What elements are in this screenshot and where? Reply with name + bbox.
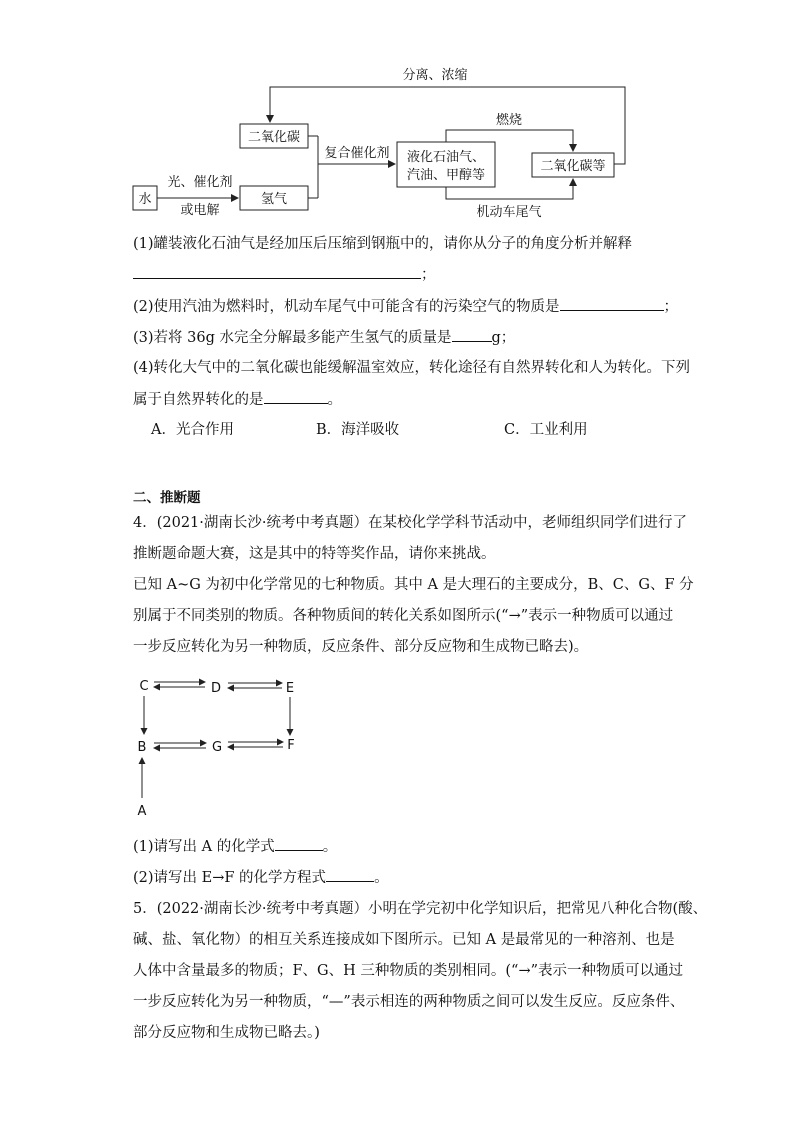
co2-conversion-diagram bbox=[0, 0, 794, 230]
node-e: E bbox=[285, 681, 295, 696]
electrolysis-label: 或电解 bbox=[180, 203, 220, 218]
node-g: G bbox=[211, 740, 223, 755]
q4-part1: (1)请写出 A 的化学式 。 bbox=[133, 836, 337, 857]
co2-etc-label: 二氧化碳等 bbox=[540, 159, 606, 174]
q5-line4: 一步反应转化为另一种物质，“—”表示相连的两种物质之间可以发生反应。反应条件、 bbox=[133, 994, 685, 1010]
co2-box-label: 二氧化碳 bbox=[247, 130, 301, 145]
node-c: C bbox=[139, 679, 149, 694]
burn-label: 燃烧 bbox=[495, 113, 523, 128]
catalyst-label: 复合催化剂 bbox=[324, 146, 390, 161]
q3-part4-line2: 属于自然界转化的是 。 bbox=[133, 389, 342, 410]
q5-line5: 部分反应物和生成物已略去。) bbox=[133, 1025, 320, 1041]
answer-blank[interactable] bbox=[452, 327, 492, 342]
node-a: A bbox=[137, 804, 147, 819]
answer-blank[interactable] bbox=[326, 867, 374, 882]
answer-blank[interactable] bbox=[560, 296, 664, 311]
q3-part2: (2)使用汽油为燃料时，机动车尾气中可能含有的污染空气的物质是 ； bbox=[133, 296, 678, 317]
water-label: 水 bbox=[138, 192, 152, 207]
q3-part3: (3)若将 36g 水完全分解最多能产生氢气的质量是 g； bbox=[133, 327, 515, 348]
q4-part2: (2)请写出 E→F 的化学方程式 。 bbox=[133, 867, 389, 888]
q3-part1: (1)罐装液化石油气是经加压后压缩到钢瓶中的，请你从分子的角度分析并解释 bbox=[133, 236, 633, 252]
fuel-label-line2: 汽油、甲醇等 bbox=[406, 168, 486, 183]
q3-option-c[interactable]: C．工业利用 bbox=[504, 422, 588, 438]
q3-part1-answer-line: ； bbox=[133, 264, 436, 285]
light-catalyst-label: 光、催化剂 bbox=[167, 175, 233, 190]
q4-line3: 已知 A~G 为初中化学常见的七种物质。其中 A 是大理石的主要成分，B、C、G、F 分 bbox=[133, 577, 694, 593]
answer-blank[interactable] bbox=[275, 836, 323, 851]
q5-line1: 5．(2022·湖南长沙·统考中考真题）小明在学完初中化学知识后，把常见八种化合物(酸、 bbox=[133, 901, 708, 917]
q5-line2: 碱、盐、氧化物）的相互关系连接成如下图所示。已知 A 是最常见的一种溶剂、也是 bbox=[133, 932, 675, 948]
q4-line5: 一步反应转化为另一种物质，反应条件、部分反应物和生成物已略去)。 bbox=[133, 639, 589, 655]
node-f: F bbox=[287, 738, 295, 753]
node-d: D bbox=[210, 681, 222, 696]
q3-option-b[interactable]: B．海洋吸收 bbox=[316, 422, 400, 438]
burn-arrow bbox=[446, 130, 573, 151]
exhaust-label: 机动车尾气 bbox=[476, 205, 542, 220]
q4-line2: 推断题命题大赛，这是其中的特等奖作品，请你来挑战。 bbox=[133, 546, 496, 562]
answer-blank[interactable] bbox=[133, 264, 421, 279]
q4-line4: 别属于不同类别的物质。各种物质间的转化关系如图所示(“→”表示一种物质可以通过 bbox=[133, 608, 674, 624]
q4-line1: 4．(2021·湖南长沙·统考中考真题）在某校化学学科节活动中，老师组织同学们进行了 bbox=[133, 515, 687, 531]
q3-option-a[interactable]: A．光合作用 bbox=[151, 422, 234, 438]
hydrogen-label: 氢气 bbox=[260, 192, 288, 207]
section-title: 二、推断题 bbox=[133, 490, 201, 506]
inference-diagram bbox=[120, 670, 320, 825]
q5-line3: 人体中含量最多的物质；F、G、H 三种物质的类别相同。(“→”表示一种物质可以通过 bbox=[133, 963, 684, 979]
fuel-label-line1: 液化石油气、 bbox=[406, 150, 486, 165]
answer-blank[interactable] bbox=[264, 389, 328, 404]
separation-label: 分离、浓缩 bbox=[402, 68, 468, 83]
node-b: B bbox=[137, 740, 147, 755]
q3-part4-line1: (4)转化大气中的二氧化碳也能缓解温室效应，转化途径有自然界转化和人为转化。下列 bbox=[133, 360, 691, 376]
